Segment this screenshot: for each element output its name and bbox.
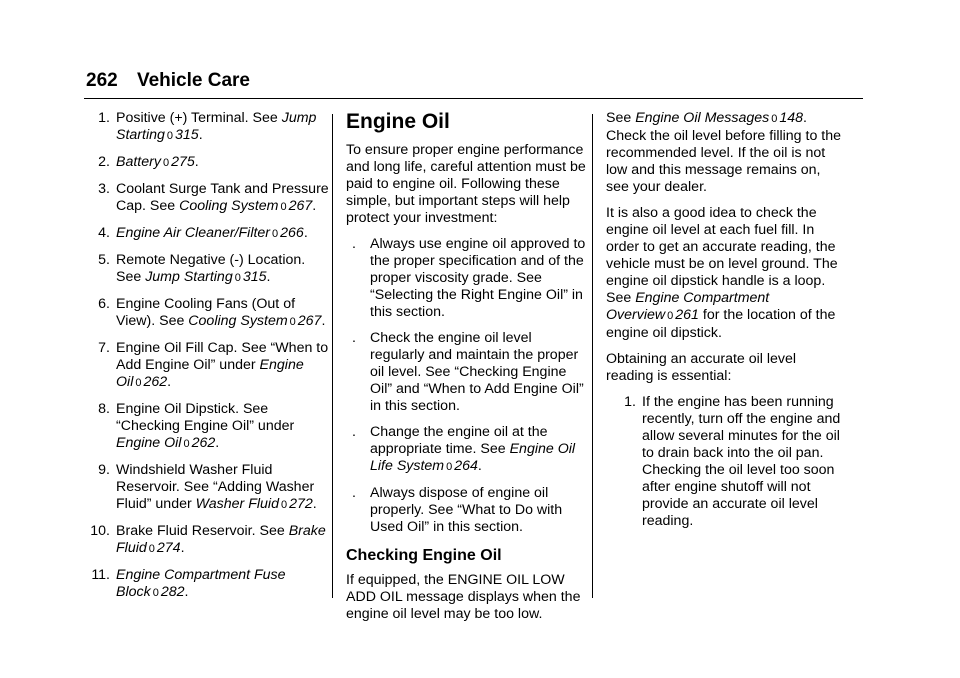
cross-reference-link[interactable]: Engine Oil Messages bbox=[635, 110, 770, 126]
page-ref-icon: 0 bbox=[135, 377, 142, 389]
item-number: 3. bbox=[98, 181, 110, 197]
page-ref-icon: 0 bbox=[771, 113, 778, 125]
page-ref-icon: 0 bbox=[148, 543, 155, 555]
header-rule bbox=[84, 98, 863, 99]
page-ref-icon: 0 bbox=[446, 461, 453, 473]
column-2 bbox=[346, 110, 586, 632]
page-ref[interactable]: 264 bbox=[454, 458, 478, 474]
cross-reference-link[interactable]: Engine Compartment Fuse Block bbox=[116, 567, 286, 600]
cross-reference-link[interactable]: Engine Oil bbox=[116, 357, 304, 390]
page-ref[interactable]: 282 bbox=[160, 584, 185, 600]
step-text: If the engine has been running recently, turn off the engine and allow several minutes for the oil to drain back into the oil pan. Checking the oil level too soon after engine shutoff will not provide an accurate oil level reading. bbox=[642, 394, 841, 529]
bullet-item bbox=[346, 424, 586, 476]
item-number: 8. bbox=[98, 401, 110, 417]
page-ref[interactable]: 272 bbox=[289, 496, 313, 512]
item-number: 1. bbox=[98, 110, 110, 126]
bullet-item bbox=[346, 330, 586, 415]
bullet-marker: . bbox=[352, 236, 356, 252]
item-number: 7. bbox=[98, 340, 110, 356]
bullet-marker: . bbox=[352, 330, 356, 346]
item-text: Positive (+) Terminal. See Jump Starting 0 315. bbox=[116, 110, 317, 143]
list-item bbox=[86, 181, 330, 216]
page-header bbox=[86, 70, 250, 92]
item-text: Remote Negative (-) Location. See Jump Starting 0 315. bbox=[116, 252, 306, 285]
page-ref-icon: 0 bbox=[667, 310, 674, 322]
step-list bbox=[606, 394, 846, 530]
section-title: Vehicle Care bbox=[136, 70, 251, 91]
item-number: 10. bbox=[90, 523, 110, 539]
bullet-text: Always use engine oil approved to the proper specification and of the proper viscosity grade. See “Selecting the Right Engine Oil” in this section. bbox=[370, 236, 586, 320]
item-text: Engine Air Cleaner/Filter 0 266. bbox=[116, 225, 308, 241]
list-item bbox=[86, 154, 330, 172]
cross-reference-link[interactable]: Cooling System bbox=[188, 313, 288, 329]
column-3 bbox=[606, 110, 846, 539]
item-text: Coolant Surge Tank and Pressure Cap. See Cooling System 0 267. bbox=[116, 181, 329, 214]
cross-reference-link[interactable]: Engine Oil bbox=[116, 435, 182, 451]
list-item bbox=[86, 462, 330, 514]
page-ref[interactable]: 262 bbox=[143, 374, 168, 390]
bullet-list bbox=[346, 236, 586, 536]
page-ref[interactable]: 148 bbox=[779, 110, 804, 126]
item-text: Engine Oil Dipstick. See “Checking Engine Oil” under Engine Oil 0 262. bbox=[116, 401, 295, 451]
bullet-item bbox=[346, 485, 586, 536]
page-ref[interactable]: 261 bbox=[675, 307, 699, 323]
bullet-marker: . bbox=[352, 485, 356, 501]
page-ref[interactable]: 275 bbox=[171, 154, 195, 170]
page-ref[interactable]: 267 bbox=[297, 313, 322, 329]
page-ref-icon: 0 bbox=[162, 157, 170, 169]
page-ref-icon: 0 bbox=[289, 316, 296, 328]
item-number: 2. bbox=[98, 154, 110, 170]
item-text: Engine Oil Fill Cap. See “When to Add Engine Oil” under Engine Oil 0 262. bbox=[116, 340, 329, 390]
list-item bbox=[86, 401, 330, 453]
page-ref[interactable]: 315 bbox=[242, 269, 267, 285]
list-item bbox=[86, 252, 330, 287]
paragraph-3: Obtaining an accurate oil level reading is essential: bbox=[606, 351, 797, 384]
item-text: Windshield Washer Fluid Reservoir. See “Adding Washer Fluid” under Washer Fluid 0 272. bbox=[116, 462, 317, 512]
page-ref[interactable]: 262 bbox=[191, 435, 216, 451]
cross-reference-link[interactable]: Engine Air Cleaner/Filter bbox=[116, 225, 271, 241]
item-text: Engine Compartment Fuse Block 0 282. bbox=[116, 567, 286, 600]
item-number: 9. bbox=[98, 462, 110, 478]
cross-reference-link[interactable]: Brake Fluid bbox=[116, 523, 326, 556]
intro-paragraph: To ensure proper engine performance and long life, careful attention must be paid to engine oil. Following these simple, but important steps will help protect your investment: bbox=[346, 142, 586, 226]
section-heading: Engine Oil bbox=[346, 110, 450, 133]
page-ref-icon: 0 bbox=[166, 130, 174, 142]
step-number: 1. bbox=[624, 394, 636, 410]
column-1 bbox=[86, 110, 330, 611]
item-number: 5. bbox=[98, 252, 110, 268]
bullet-marker: . bbox=[352, 424, 356, 440]
cross-reference-link[interactable]: Jump Starting bbox=[116, 110, 317, 143]
list-item bbox=[86, 110, 330, 145]
page-ref-icon: 0 bbox=[234, 272, 241, 284]
cross-reference-link[interactable]: Battery bbox=[116, 154, 161, 170]
cross-reference-link[interactable]: Engine Compartment Overview bbox=[606, 290, 770, 323]
column-divider bbox=[332, 114, 333, 598]
list-item bbox=[86, 567, 330, 602]
component-list bbox=[86, 110, 330, 602]
page-ref-icon: 0 bbox=[152, 587, 159, 599]
bullet-text: Check the engine oil level regularly and maintain the proper oil level. See “Checking Engine Oil” and “When to Add Engine Oil” in this section. bbox=[370, 330, 584, 414]
item-text: Brake Fluid Reservoir. See Brake Fluid 0 274. bbox=[116, 523, 326, 556]
cross-reference-link[interactable]: Engine Oil Life System bbox=[370, 441, 576, 474]
bullet-text: Always dispose of engine oil properly. See “What to Do with Used Oil” in this section. bbox=[370, 485, 563, 535]
cross-reference-link[interactable]: Washer Fluid bbox=[195, 496, 279, 512]
item-number: 6. bbox=[98, 296, 110, 312]
subsection-heading: Checking Engine Oil bbox=[346, 547, 502, 564]
cross-reference-link[interactable]: Cooling System bbox=[179, 198, 279, 214]
item-number: 11. bbox=[91, 567, 110, 583]
page-ref[interactable]: 266 bbox=[280, 225, 304, 241]
page-ref-icon: 0 bbox=[280, 201, 287, 213]
page-ref[interactable]: 315 bbox=[175, 127, 199, 143]
list-item bbox=[86, 296, 330, 331]
bullet-text: Change the engine oil at the appropriate time. See Engine Oil Life System 0 264. bbox=[370, 424, 576, 474]
page-ref-icon: 0 bbox=[280, 499, 288, 511]
item-text: Engine Cooling Fans (Out of View). See Cooling System 0 267. bbox=[116, 296, 326, 329]
cross-reference-link[interactable]: Jump Starting bbox=[145, 269, 233, 285]
bullet-item bbox=[346, 236, 586, 321]
page-ref[interactable]: 274 bbox=[156, 540, 181, 556]
paragraph-2: It is also a good idea to check the engine oil level at each fuel fill. In order to get an accurate reading, the vehicle must be on level ground. The engine oil dipstick handle is a loop. See Engine Compartment Overview 0 261 for the location of the engine oil dipstick. bbox=[606, 205, 838, 341]
paragraph-1: See Engine Oil Messages 0 148. Check the oil level before filling to the recommended level. If the oil is not low and this message remains on, see your dealer. bbox=[606, 110, 842, 195]
list-item bbox=[86, 225, 330, 243]
column-divider bbox=[592, 114, 593, 598]
sub-paragraph: If equipped, the ENGINE OIL LOW ADD OIL message displays when the engine oil level may be too low. bbox=[346, 572, 581, 622]
list-item bbox=[86, 340, 330, 392]
page-ref[interactable]: 267 bbox=[288, 198, 313, 214]
page-ref-icon: 0 bbox=[183, 438, 190, 450]
item-number: 4. bbox=[98, 225, 110, 241]
item-text: Battery 0 275. bbox=[116, 154, 199, 170]
page-number: 262 bbox=[86, 70, 118, 91]
step-item bbox=[606, 394, 846, 530]
list-item bbox=[86, 523, 330, 558]
page-ref-icon: 0 bbox=[272, 228, 279, 240]
